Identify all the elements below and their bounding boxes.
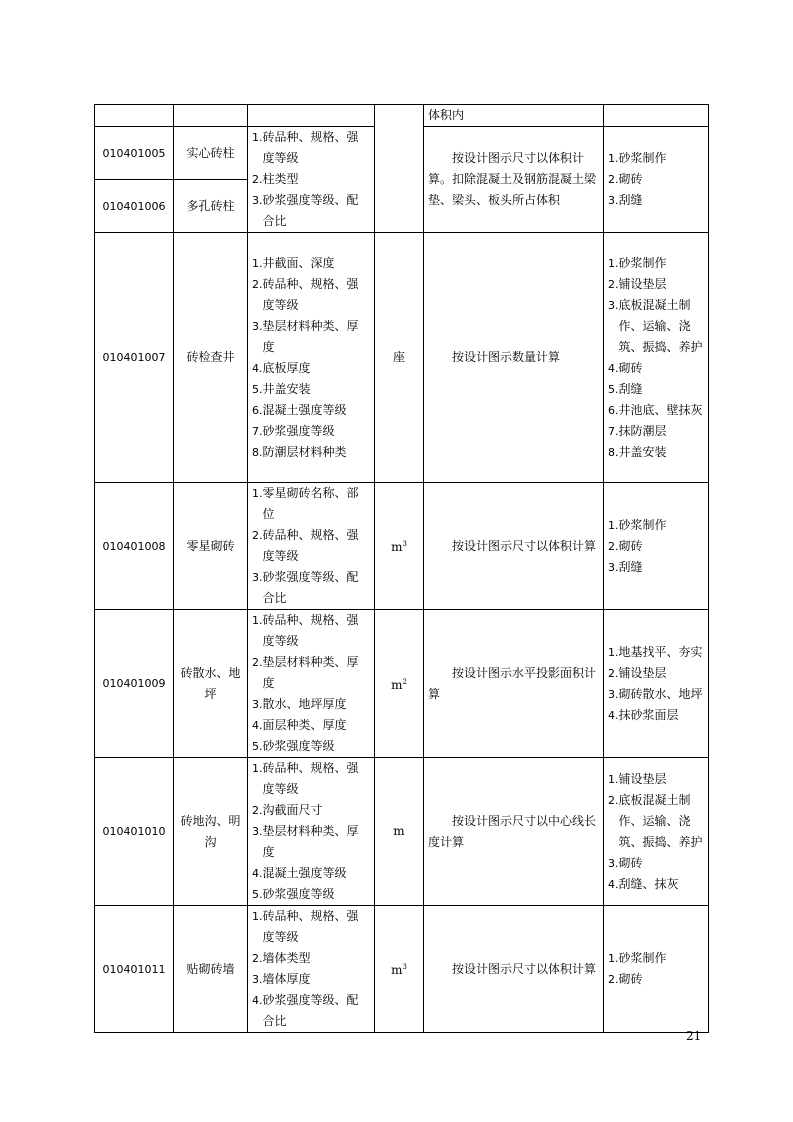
- list-item-text: 砂浆强度等级、配合比: [262, 993, 359, 1028]
- code-cell: [95, 483, 174, 610]
- table-row: [95, 758, 709, 906]
- code-cell: [95, 105, 174, 127]
- list-item-text: 面层种类、厚度: [262, 718, 347, 732]
- name-cell: [174, 233, 248, 483]
- unit-superscript: 3: [402, 540, 407, 548]
- list-item-text: 砂浆强度等级、配合比: [262, 193, 359, 228]
- list-item: [252, 253, 370, 274]
- work-list: [608, 769, 704, 895]
- item-code: 010401011: [102, 962, 166, 976]
- list-number: 2.: [608, 793, 619, 807]
- list-item-text: 混凝土强度等级: [262, 402, 347, 417]
- list-item: [252, 736, 370, 757]
- code-cell: [95, 758, 174, 906]
- list-item-text: 砌砖: [618, 855, 643, 870]
- list-number: 1.: [252, 910, 263, 923]
- code-cell: [95, 127, 174, 180]
- list-number: 2.: [608, 666, 619, 680]
- list-number: 6.: [252, 403, 263, 417]
- list-item: [252, 358, 370, 379]
- list-item: [252, 969, 370, 990]
- name-cell: [174, 483, 248, 610]
- list-item-text: 砌砖: [618, 538, 643, 553]
- list-item-text: 砖品种、规格、强度等级: [262, 276, 359, 312]
- list-item: [252, 948, 370, 969]
- list-item-text: 砌砖: [618, 972, 643, 986]
- feature-cell: [248, 906, 375, 1033]
- list-item: [252, 715, 370, 736]
- work-cell: [604, 906, 709, 1033]
- list-item: [608, 948, 704, 969]
- list-item-text: 砂浆强度等级: [262, 887, 335, 901]
- item-name: 砖检查井: [186, 350, 235, 364]
- list-number: 4.: [252, 361, 263, 375]
- list-number: 1.: [608, 952, 619, 965]
- list-item: [608, 684, 704, 705]
- list-item-text: 井盖安装: [618, 444, 667, 459]
- list-number: 3.: [608, 560, 619, 574]
- list-item: [608, 769, 704, 790]
- list-item: [252, 525, 370, 567]
- list-item: [608, 874, 704, 895]
- list-item: [608, 557, 704, 578]
- unit-text: m: [391, 963, 403, 977]
- work-cell: [604, 483, 709, 610]
- list-item-text: 砂浆制作: [618, 255, 667, 270]
- list-number: 2.: [608, 173, 619, 186]
- list-number: 1.: [608, 256, 619, 270]
- rule-cell: [424, 105, 604, 127]
- rule-text: 按设计图示尺寸以体积计算: [452, 538, 597, 553]
- list-number: 4.: [252, 719, 263, 732]
- work-cell: [604, 610, 709, 758]
- rule-text: 按设计图示尺寸以体积计算。扣除混凝土及钢筋混凝土梁垫、梁头、板头所占体积: [428, 151, 597, 207]
- rule-cell: [424, 906, 604, 1033]
- list-number: 1.: [608, 152, 619, 165]
- list-number: 8.: [608, 445, 619, 459]
- feature-list: [252, 610, 370, 757]
- list-number: 1.: [252, 131, 263, 144]
- list-number: 3.: [608, 194, 619, 207]
- list-item-text: 地基找平、夯实: [618, 644, 703, 659]
- rule-cell: [424, 483, 604, 610]
- list-item: [252, 990, 370, 1032]
- list-item-text: 底板混凝土制作、运输、浇筑、振捣、养护: [618, 297, 703, 354]
- code-cell: [95, 180, 174, 233]
- list-item: [252, 379, 370, 400]
- list-number: 1.: [608, 772, 619, 786]
- unit-text: 座: [392, 350, 405, 364]
- rule-cell: [424, 758, 604, 906]
- feature-list: [252, 758, 370, 905]
- list-number: 5.: [252, 740, 263, 753]
- list-item: [252, 127, 370, 169]
- list-item-text: 墙体厚度: [262, 972, 311, 986]
- rule-text: 按设计图示水平投影面积计算: [428, 665, 597, 701]
- unit-cell: [375, 233, 424, 483]
- item-name: 多孔砖柱: [186, 198, 235, 213]
- list-item: [252, 800, 370, 821]
- work-list: [608, 253, 704, 463]
- list-item-text: 散水、地坪厚度: [262, 697, 347, 711]
- list-item-text: 底板混凝土制作、运输、浇筑、振捣、养护: [618, 792, 703, 849]
- list-item: [608, 515, 704, 536]
- item-name: 贴砌砖墙: [186, 961, 235, 976]
- list-item-text: 墙体类型: [262, 951, 311, 965]
- work-cell: [604, 105, 709, 127]
- list-number: 1.: [608, 518, 619, 532]
- list-number: 1.: [252, 614, 263, 627]
- list-item: [608, 190, 704, 211]
- list-item-text: 砂浆制作: [618, 151, 667, 165]
- rule-cell: [424, 610, 604, 758]
- list-item: [608, 295, 704, 358]
- unit-superscript: 2: [402, 677, 407, 686]
- unit-cell: [375, 906, 424, 1033]
- list-item-text: 垫层材料种类、厚度: [262, 318, 359, 354]
- unit-superscript: 3: [402, 963, 407, 971]
- code-cell: [95, 610, 174, 758]
- list-item: [608, 379, 704, 400]
- name-cell: [174, 127, 248, 180]
- page-number: 21: [686, 1029, 702, 1043]
- list-item-text: 砖品种、规格、强度等级: [262, 528, 359, 563]
- list-item: [252, 610, 370, 652]
- name-cell: [174, 105, 248, 127]
- list-number: 7.: [608, 424, 619, 438]
- list-item-text: 防潮层材料种类: [262, 444, 347, 459]
- list-number: 3.: [252, 825, 263, 838]
- list-item: [252, 400, 370, 421]
- list-item-text: 垫层材料种类、厚度: [262, 824, 359, 859]
- feature-list: [252, 906, 370, 1032]
- list-item: [252, 884, 370, 905]
- item-code: 010401007: [102, 351, 166, 364]
- rule-text: 按设计图示数量计算: [452, 350, 561, 364]
- rule-text: 按设计图示尺寸以中心线长度计算: [428, 813, 597, 849]
- list-item-text: 井截面、深度: [262, 255, 335, 270]
- rule-cell: [424, 233, 604, 483]
- list-item-text: 铺设垫层: [618, 665, 667, 680]
- unit-cell: [375, 105, 424, 233]
- list-item-text: 井池底、壁抹灰: [618, 402, 703, 417]
- table-row: [95, 233, 709, 483]
- list-item-text: 砖品种、规格、强度等级: [262, 613, 359, 648]
- list-number: 1.: [608, 645, 619, 659]
- list-item: [608, 274, 704, 295]
- list-item-text: 砌砖散水、地坪: [618, 686, 703, 701]
- list-item-text: 沟截面尺寸: [262, 803, 323, 817]
- list-number: 3.: [608, 687, 619, 701]
- list-item-text: 混凝土强度等级: [262, 866, 347, 880]
- list-item-text: 砌砖: [618, 172, 643, 186]
- list-item: [608, 358, 704, 379]
- list-item-text: 砂浆制作: [618, 517, 667, 532]
- list-item: [252, 758, 370, 800]
- list-number: 2.: [608, 277, 619, 291]
- unit-text: m: [391, 677, 403, 692]
- list-number: 1.: [252, 762, 263, 775]
- name-cell: [174, 906, 248, 1033]
- list-item-text: 铺设垫层: [618, 276, 667, 291]
- list-item-text: 砂浆制作: [618, 951, 667, 965]
- spec-table: [94, 104, 709, 1033]
- list-item-text: 砖品种、规格、强度等级: [262, 130, 359, 165]
- list-item-text: 砖品种、规格、强度等级: [262, 761, 359, 796]
- list-item: [252, 483, 370, 525]
- list-number: 6.: [608, 403, 619, 417]
- list-item: [608, 421, 704, 442]
- rule-cell: [424, 127, 604, 233]
- list-number: 4.: [252, 994, 263, 1007]
- list-number: 4.: [608, 708, 619, 722]
- rule-text: 体积内: [428, 108, 465, 122]
- item-code: 010401005: [102, 146, 166, 160]
- table-row: [95, 483, 709, 610]
- list-item-text: 柱类型: [262, 172, 299, 186]
- unit-cell: [375, 758, 424, 906]
- list-number: 3.: [252, 698, 263, 711]
- list-item: [252, 906, 370, 948]
- list-item: [252, 190, 370, 232]
- feature-cell: [248, 758, 375, 906]
- table-row: [95, 906, 709, 1033]
- list-item-text: 抹砂浆面层: [618, 707, 679, 722]
- list-item: [608, 790, 704, 853]
- list-number: 3.: [608, 298, 619, 312]
- list-item: [608, 663, 704, 684]
- work-list: [608, 948, 704, 990]
- list-number: 3.: [608, 856, 619, 870]
- list-number: 2.: [608, 973, 619, 986]
- feature-list: [252, 483, 370, 609]
- list-number: 8.: [252, 445, 263, 459]
- list-item: [252, 421, 370, 442]
- list-item: [252, 863, 370, 884]
- list-number: 2.: [252, 804, 263, 817]
- list-item-text: 刮缝: [618, 381, 643, 396]
- list-item: [608, 853, 704, 874]
- rule-text: 按设计图示尺寸以体积计算: [452, 961, 597, 976]
- list-item-text: 铺设垫层: [618, 771, 667, 786]
- list-item: [252, 652, 370, 694]
- list-number: 1.: [252, 256, 263, 270]
- list-item-text: 井盖安装: [262, 381, 311, 396]
- list-number: 4.: [252, 867, 263, 880]
- unit-text: m: [393, 824, 405, 838]
- feature-list: [252, 127, 370, 232]
- list-number: 3.: [252, 973, 263, 986]
- feature-cell: [248, 233, 375, 483]
- table-row: [95, 610, 709, 758]
- name-cell: [174, 758, 248, 906]
- list-number: 3.: [252, 319, 263, 333]
- list-number: 2.: [608, 539, 619, 553]
- list-number: 7.: [252, 424, 263, 438]
- list-item: [608, 253, 704, 274]
- work-list: [608, 148, 704, 211]
- list-item: [608, 169, 704, 190]
- list-item: [608, 148, 704, 169]
- list-item-text: 砂浆强度等级: [262, 423, 335, 438]
- list-item: [252, 169, 370, 190]
- work-list: [608, 642, 704, 726]
- list-item: [252, 694, 370, 715]
- list-number: 3.: [252, 194, 263, 207]
- item-name: 零星砌砖: [186, 538, 235, 553]
- item-code: 010401009: [102, 677, 166, 690]
- list-item-text: 刮缝: [618, 559, 643, 574]
- list-number: 2.: [252, 656, 263, 669]
- work-cell: [604, 127, 709, 233]
- work-cell: [604, 233, 709, 483]
- list-item: [252, 274, 370, 316]
- unit-cell: [375, 610, 424, 758]
- list-number: 5.: [608, 382, 619, 396]
- code-cell: [95, 233, 174, 483]
- name-cell: [174, 180, 248, 233]
- list-item: [252, 316, 370, 358]
- list-item-text: 刮缝: [618, 193, 643, 207]
- feature-list: [252, 253, 370, 463]
- list-number: 5.: [252, 888, 263, 901]
- item-code: 010401008: [102, 539, 166, 553]
- work-cell: [604, 758, 709, 906]
- list-number: 2.: [252, 173, 263, 186]
- list-item-text: 砂浆强度等级: [262, 739, 335, 753]
- list-number: 2.: [252, 277, 263, 291]
- list-item: [608, 969, 704, 990]
- feature-cell: [248, 483, 375, 610]
- list-item-text: 砌砖: [618, 360, 643, 375]
- list-number: 2.: [252, 952, 263, 965]
- list-item-text: 砂浆强度等级、配合比: [262, 570, 359, 605]
- item-name: 实心砖柱: [186, 145, 235, 160]
- list-number: 3.: [252, 571, 263, 584]
- list-number: 2.: [252, 529, 263, 542]
- list-number: 4.: [608, 877, 619, 891]
- feature-cell: [248, 105, 375, 127]
- list-item-text: 砖品种、规格、强度等级: [262, 909, 359, 944]
- list-number: 1.: [252, 487, 263, 500]
- name-cell: [174, 610, 248, 758]
- feature-cell: [248, 127, 375, 233]
- list-item: [608, 442, 704, 463]
- list-item-text: 零星砌砖名称、部位: [262, 486, 359, 521]
- list-item-text: 垫层材料种类、厚度: [262, 655, 359, 690]
- list-item: [608, 642, 704, 663]
- list-item: [252, 567, 370, 609]
- list-item-text: 底板厚度: [262, 360, 311, 375]
- work-list: [608, 515, 704, 578]
- item-name: 砖地沟、明沟: [180, 813, 241, 849]
- list-number: 5.: [252, 382, 263, 396]
- list-item: [252, 442, 370, 463]
- list-item-text: 刮缝、抹灰: [618, 876, 679, 891]
- list-item: [608, 400, 704, 421]
- unit-text: m: [391, 540, 403, 554]
- unit-cell: [375, 483, 424, 610]
- list-item-text: 抹防潮层: [618, 423, 667, 438]
- code-cell: [95, 906, 174, 1033]
- list-item: [252, 821, 370, 863]
- item-code: 010401010: [102, 825, 166, 838]
- list-item: [608, 705, 704, 726]
- list-number: 4.: [608, 361, 619, 375]
- item-code: 010401006: [102, 199, 166, 213]
- table-row: [95, 105, 709, 127]
- item-name: 砖散水、地坪: [180, 665, 241, 701]
- feature-cell: [248, 610, 375, 758]
- list-item: [608, 536, 704, 557]
